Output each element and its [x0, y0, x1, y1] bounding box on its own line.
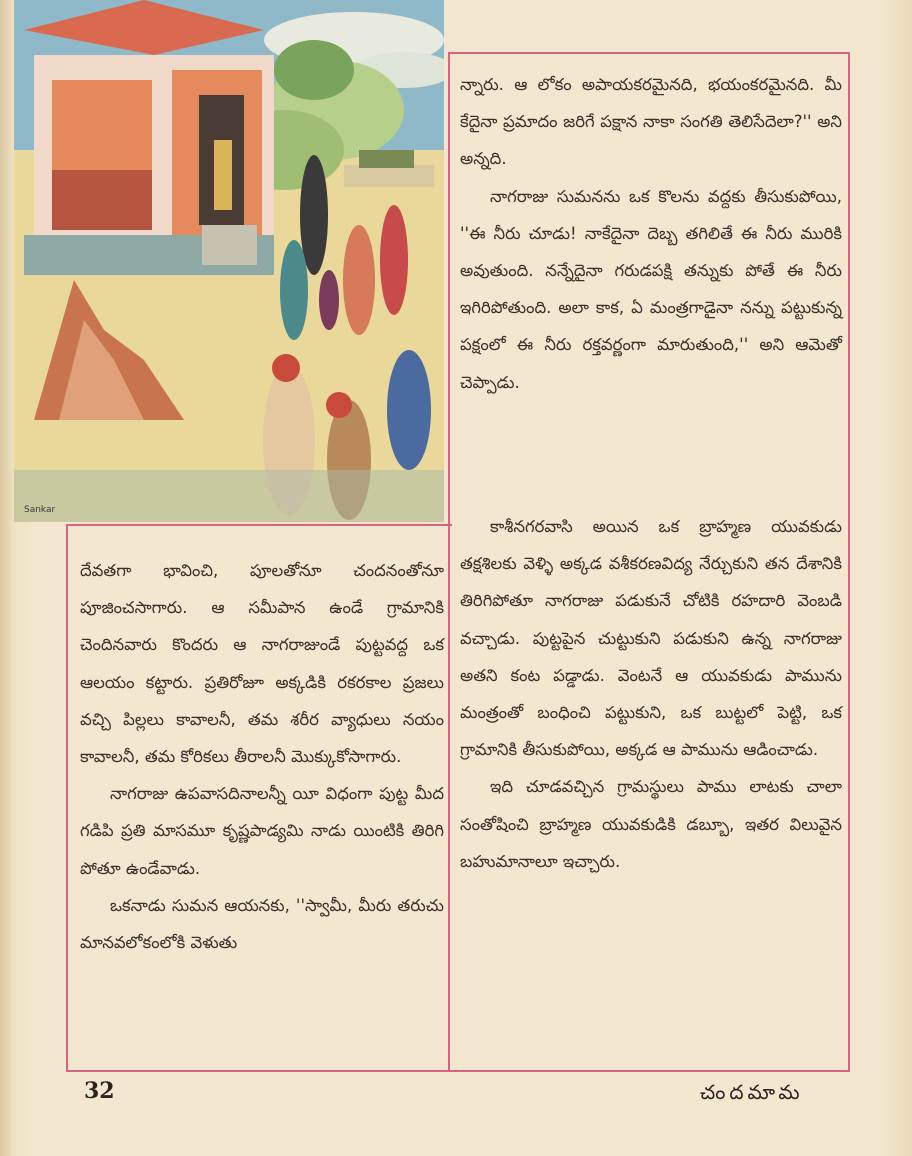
paragraph: నాగరాజు సుమనను ఒక కొలను వద్దకు తీసుకుపోయి, ''ఈ నీరు చూడు! నాకేదైనా దెబ్బ తగిలితే ఈ నీరు మురికి అవుతుంది. నన్నేదైనా గరుడపక్షి తన్నుకు పోతే ఈ నీరు ఇగిరిపోతుంది. అలా కాక, ఏ మంత్రగాడైనా నన్ను పట్టుకున్న పక్షంలో ఈ నీరు రక్తవర్ణంగా మారుతుంది,'' అని ఆమెతో చెప్పాడు. [460, 186, 842, 392]
paragraph: నాగరాజు ఉపవాసదినాలన్నీ యీ విధంగా పుట్ట మీద గడిపి ప్రతి మాసమూ కృష్ణపాడ్యమి నాడు యింటికి తిరిగి పోతూ ఉండేవాడు. [80, 784, 444, 878]
right-column-top [460, 66, 842, 401]
magazine-name: చందమామ [700, 1080, 804, 1104]
paragraph: కాశీనగరవాసి అయిన ఒక బ్రాహ్మణ యువకుడు తక్షశిలకు వెళ్ళి అక్కడ వశీకరణవిద్య నేర్చుకుని తన దేశానికి తిరిగిపోతూ నాగరాజు పడుకునే చోటికి రహదారి వెంబడి వచ్చాడు. పుట్టపైన చుట్టుకుని పడుకుని ఉన్న నాగరాజు అతని కంట పడ్డాడు. వెంటనే ఆ యువకుడు పామును మంత్రంతో బంధించి పట్టుకుని, ఒక బుట్టలో పెట్టి, ఒక గ్రామానికి తీసుకుపోయి, అక్కడ ఆ పామును ఆడించాడు. [460, 517, 842, 760]
paragraph: ఇది చూడవచ్చిన గ్రామస్థులు పాము లాటకు చాలా సంతోషించి బ్రాహ్మణ యువకుడికి డబ్బూ, ఇతర విలువైన బహుమానాలూ ఇచ్చారు. [460, 777, 842, 871]
paragraph: దేవతగా భావించి, పూలతోనూ చందనంతోనూ పూజించసాగారు. ఆ సమీపాన ఉండే గ్రామానికి చెందినవారు కొందరు ఆ నాగరాజుండే పుట్టవద్ద ఒక ఆలయం కట్టారు. ప్రతిరోజూ అక్కడికి రకరకాల ప్రజలు వచ్చి పిల్లలు కావాలనీ, తమ శరీర వ్యాధులు నయం కావాలనీ, తమ కోరికలు తీరాలనీ మొక్కుకోసాగారు. [80, 561, 444, 767]
paragraph: న్నారు. ఆ లోకం అపాయకరమైనది, భయంకరమైనది. మీ కేదైనా ప్రమాదం జరిగే పక్షాన నాకా సంగతి తెలిసేదెలా?'' అని అన్నది. [460, 75, 842, 169]
page-number: 32 [84, 1078, 115, 1104]
right-column-bottom [460, 508, 842, 880]
artist-signature: Sankar [24, 505, 56, 515]
left-column [80, 552, 444, 961]
story-illustration [14, 0, 444, 522]
paragraph: ఒకనాడు సుమన ఆయనకు, ''స్వామీ, మీరు తరుచు మానవలోకంలోకి వెళుతు [80, 895, 444, 953]
